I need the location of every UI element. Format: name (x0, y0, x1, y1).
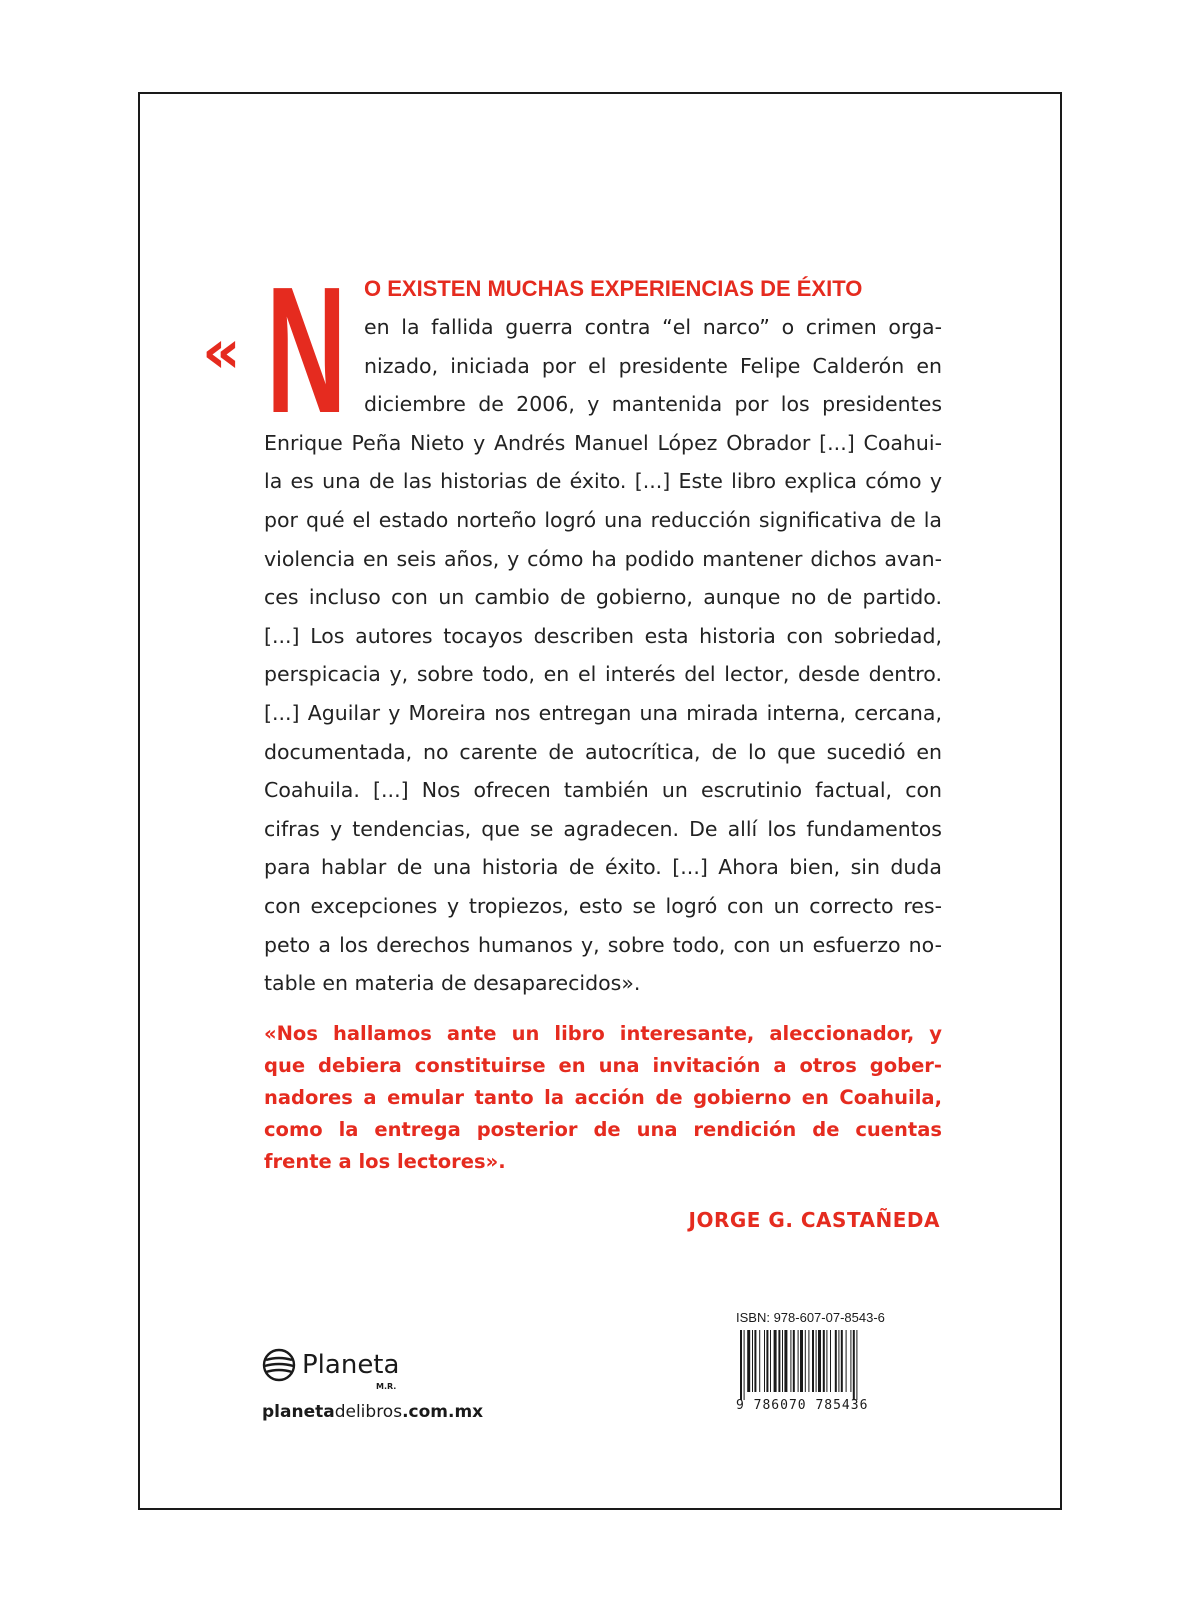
barcode-bar (850, 1330, 851, 1392)
barcode-bar (754, 1330, 756, 1392)
barcode-bar (812, 1330, 814, 1392)
body-text (264, 308, 942, 1003)
barcode-bar (830, 1330, 831, 1392)
site-part: delibros (334, 1402, 403, 1422)
trademark-mark: M.R. (376, 1382, 397, 1391)
barcode-bar (764, 1330, 765, 1392)
body-line: table en materia de desaparecidos». (264, 971, 641, 996)
barcode-bar (823, 1330, 825, 1392)
barcode-bar (838, 1330, 839, 1392)
barcode-bar (790, 1330, 791, 1392)
body-line: Coahuila. [...] Nos ofrecen también un escrutinio factual, con (264, 778, 942, 803)
quote-line: como la entrega posterior de una rendición de cuentas (264, 1118, 942, 1141)
barcode-bar (826, 1330, 827, 1392)
body-line: para hablar de una historia de éxito. [...] Ahora bien, sin duda (264, 855, 942, 880)
opening-guillemet: « (202, 317, 237, 387)
body-line: diciembre de 2006, y mantenida por los presidentes (364, 392, 942, 417)
barcode-bar (778, 1330, 780, 1392)
barcode-bar (856, 1330, 857, 1400)
site-part: .com.mx (402, 1402, 484, 1422)
body-line: la es una de las historias de éxito. [...] Este libro explica cómo y (264, 469, 942, 494)
barcode-bar (818, 1330, 821, 1392)
barcode-bar (759, 1330, 760, 1392)
body-line: cifras y tendencias, que se agradecen. De allí los fundamentos (264, 816, 942, 841)
back-cover (138, 92, 1062, 1510)
barcode-bar (805, 1330, 806, 1392)
barcode-bar (770, 1330, 771, 1392)
barcode-bar (846, 1330, 847, 1392)
barcode-bar (744, 1330, 745, 1400)
barcode (736, 1330, 892, 1400)
barcode-bar (800, 1330, 803, 1392)
blurb-quote (264, 1018, 942, 1178)
barcode-bar (808, 1330, 809, 1392)
quote-author: JORGE G. CASTAÑEDA (688, 1208, 940, 1232)
barcode-digits: 9 786070 785436 (736, 1398, 869, 1413)
publisher-logo (262, 1348, 400, 1391)
lead-heading: O EXISTEN MUCHAS EXPERIENCIAS DE ÉXITO (364, 276, 863, 301)
barcode-bar (798, 1330, 799, 1392)
body-line: perspicacia y, sobre todo, en el interés del lector, desde dentro. (264, 662, 942, 687)
isbn-label: ISBN: 978-607-07-8543-6 (736, 1310, 885, 1325)
body-line: peto a los derechos humanos y, sobre todo, con un esfuerzo no- (264, 932, 942, 957)
publisher-name: Planeta (302, 1350, 400, 1380)
body-line: documentada, no carente de autocrítica, de lo que sucedió en (264, 739, 942, 764)
drop-cap: N (266, 250, 347, 451)
body-line: ces incluso con un cambio de gobierno, aunque no de partido. (264, 585, 942, 610)
publisher-website (262, 1402, 483, 1422)
site-part: planeta (262, 1402, 335, 1422)
barcode-bar (752, 1330, 753, 1392)
barcode-bar (853, 1330, 855, 1400)
quote-line: que debiera constituirse en una invitación a otros gober- (264, 1054, 942, 1077)
body-line: violencia en seis años, y cómo ha podido mantener dichos avan- (264, 546, 942, 571)
barcode-bar (740, 1330, 742, 1400)
barcode-bar (766, 1330, 768, 1392)
body-line: Enrique Peña Nieto y Andrés Manuel López Obrador [...] Coahui- (264, 430, 942, 455)
globe-icon (262, 1348, 296, 1382)
body-line: por qué el estado norteño logró una reducción significativa de la (264, 507, 942, 532)
barcode-bar (816, 1330, 817, 1392)
barcode-bar (784, 1330, 787, 1392)
body-line: [...] Aguilar y Moreira nos entregan una mirada interna, cercana, (264, 700, 942, 725)
quote-line: «Nos hallamos ante un libro interesante, aleccionador, y (264, 1022, 942, 1045)
body-line: [...] Los autores tocayos describen esta historia con sobriedad, (264, 623, 942, 648)
body-line: con excepciones y tropiezos, esto se logró con un correcto res- (264, 893, 942, 918)
barcode-bar (747, 1330, 750, 1392)
barcode-bar (835, 1330, 837, 1392)
body-line: en la fallida guerra contra “el narco” o crimen orga- (364, 315, 942, 339)
barcode-bar (841, 1330, 843, 1392)
quote-line: frente a los lectores». (264, 1150, 506, 1173)
quote-line: nadores a emular tanto la acción de gobierno en Coahuila, (264, 1086, 942, 1109)
barcode-bar (782, 1330, 783, 1392)
barcode-bar (774, 1330, 777, 1392)
body-line: nizado, iniciada por el presidente Felipe Calderón en (364, 353, 942, 378)
barcode-bar (793, 1330, 795, 1392)
